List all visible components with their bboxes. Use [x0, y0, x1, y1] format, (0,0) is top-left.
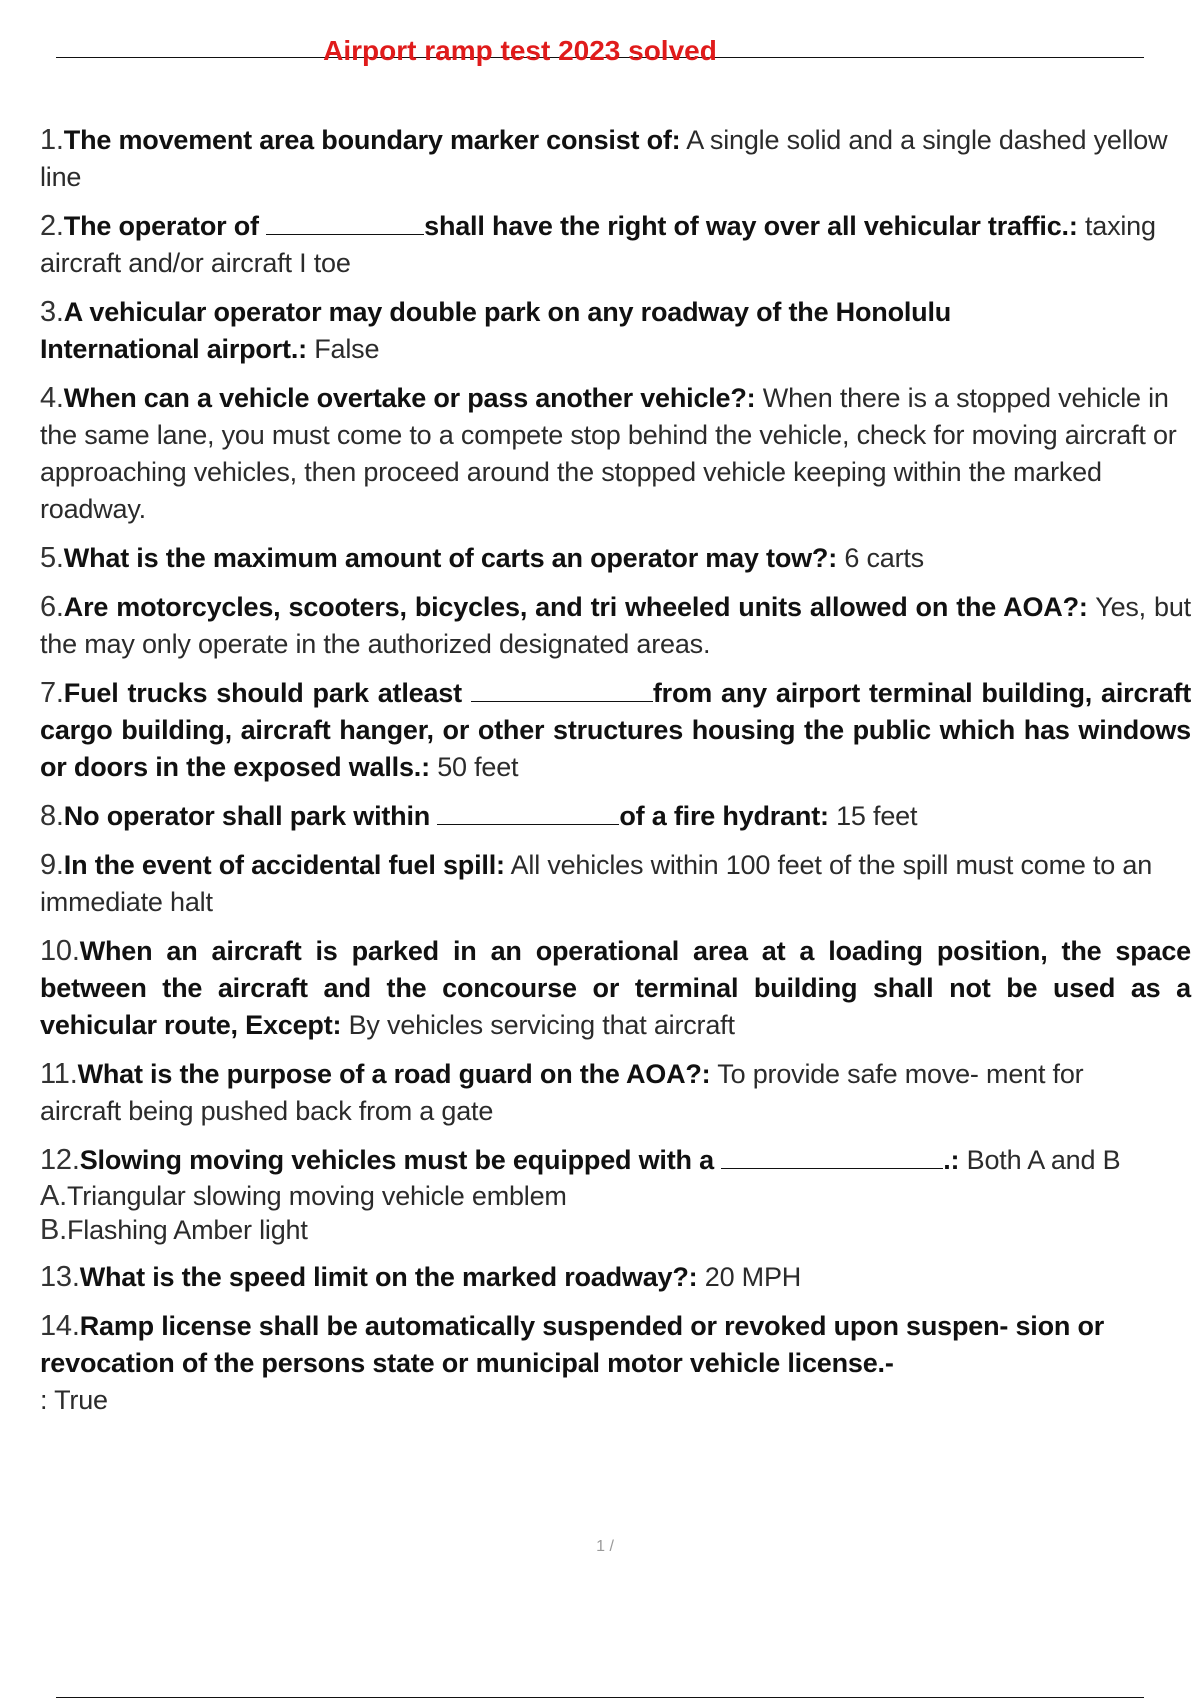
option-letter: B.	[40, 1214, 67, 1246]
question-text: shall have the right of way over all vehicular traffic.:	[424, 211, 1078, 241]
question-answer: False	[314, 334, 380, 364]
question-answer: All vehicles within 100 feet of the spill must come to an immediate halt	[40, 850, 1153, 917]
question-answer: 6 carts	[844, 543, 924, 573]
question-text: Fuel trucks should park atleast	[63, 678, 462, 708]
question-text: Ramp license shall be automatically suspended or revoked upon suspen- sion or revocation of the persons state or municipal motor vehicle license.-	[40, 1311, 1105, 1378]
question-13	[40, 1259, 1191, 1296]
question-1	[40, 122, 1191, 196]
answer-blank	[471, 675, 653, 702]
question-answer: When there is a stopped vehicle in the same lane, you must come to a compete stop behind the vehicle, check for moving aircraft or approaching vehicles, then proceed around the stopped vehicle keeping within the marked roadway.	[40, 383, 1177, 524]
question-number: 3.	[40, 296, 64, 328]
option-a	[40, 1179, 1191, 1213]
question-9	[40, 847, 1191, 921]
question-number: 4.	[40, 382, 64, 414]
question-2	[40, 208, 1191, 282]
question-text: .:	[943, 1145, 960, 1175]
question-text: The operator of	[63, 211, 259, 241]
question-number: 8.	[40, 800, 64, 832]
question-5	[40, 540, 1191, 577]
question-3	[40, 294, 1191, 368]
question-answer: 15 feet	[836, 801, 918, 831]
question-8	[40, 798, 1191, 835]
question-number: 13.	[40, 1261, 80, 1293]
page-number: 1 /	[596, 1538, 614, 1555]
answer-blank	[437, 798, 619, 825]
option-letter: A.	[40, 1180, 67, 1212]
question-text: What is the maximum amount of carts an operator may tow?:	[63, 543, 838, 573]
question-10	[40, 933, 1191, 1044]
question-12	[40, 1142, 1191, 1247]
question-number: 1.	[40, 124, 64, 156]
question-14-stem	[40, 1308, 1161, 1382]
question-answer: : True	[40, 1385, 108, 1415]
question-answer: By vehicles servicing that aircraft	[348, 1010, 735, 1040]
question-number: 10.	[40, 935, 80, 967]
question-text: Are motorcycles, scooters, bicycles, and tri wheeled units allowed on the AOA?:	[63, 592, 1088, 622]
option-text: Triangular slowing moving vehicle emblem	[67, 1181, 567, 1211]
question-text: What is the purpose of a road guard on the AOA?:	[77, 1059, 711, 1089]
question-number: 5.	[40, 542, 64, 574]
question-7	[40, 675, 1191, 786]
answer-blank	[266, 208, 424, 235]
question-answer: To provide safe move- ment for aircraft being pushed back from a gate	[40, 1059, 1084, 1126]
question-text: from any airport terminal building, aircraft cargo building, aircraft hanger, or other structures housing the public which has windows or doors in the exposed walls.:	[40, 678, 1191, 782]
question-text: What is the speed limit on the marked roadway?:	[79, 1262, 698, 1292]
question-text: When can a vehicle overtake or pass another vehicle?:	[63, 383, 756, 413]
question-text: Slowing moving vehicles must be equipped with a	[79, 1145, 714, 1175]
question-answer: 50 feet	[437, 752, 519, 782]
question-14	[40, 1308, 1191, 1419]
question-11	[40, 1056, 1191, 1130]
document-title: Airport ramp test 2023 solved	[323, 35, 717, 66]
question-number: 6.	[40, 591, 64, 623]
question-number: 7.	[40, 677, 64, 709]
option-text: Flashing Amber light	[67, 1215, 308, 1245]
question-text: The movement area boundary marker consist of:	[63, 125, 681, 155]
question-answer: Both A and B	[966, 1145, 1121, 1175]
footer-rule	[56, 1697, 1144, 1698]
question-number: 12.	[40, 1144, 80, 1176]
question-list	[40, 122, 1191, 1431]
question-number: 11.	[40, 1058, 78, 1090]
question-number: 9.	[40, 849, 64, 881]
question-number: 2.	[40, 210, 64, 242]
question-text: of a fire hydrant:	[619, 801, 829, 831]
question-answer: Yes, but the may only operate in the authorized designated areas.	[40, 592, 1191, 659]
option-b	[40, 1213, 1191, 1247]
question-text: In the event of accidental fuel spill:	[63, 850, 505, 880]
question-answer: A single solid and a single dashed yellow line	[40, 125, 1168, 192]
question-4	[40, 380, 1191, 528]
question-12-stem	[40, 1142, 1191, 1179]
question-answer: 20 MPH	[704, 1262, 802, 1292]
question-text: When an aircraft is parked in an operational area at a loading position, the space between the aircraft and the concourse or terminal building shall not be used as a vehicular route, Except:	[40, 936, 1191, 1040]
question-answer: taxing aircraft and/or aircraft I toe	[40, 211, 1156, 278]
question-6	[40, 589, 1191, 663]
question-text: No operator shall park within	[63, 801, 431, 831]
question-number: 14.	[40, 1310, 80, 1342]
question-text: A vehicular operator may double park on any roadway of the Honolulu International airport.:	[40, 297, 952, 364]
answer-blank	[721, 1142, 943, 1169]
